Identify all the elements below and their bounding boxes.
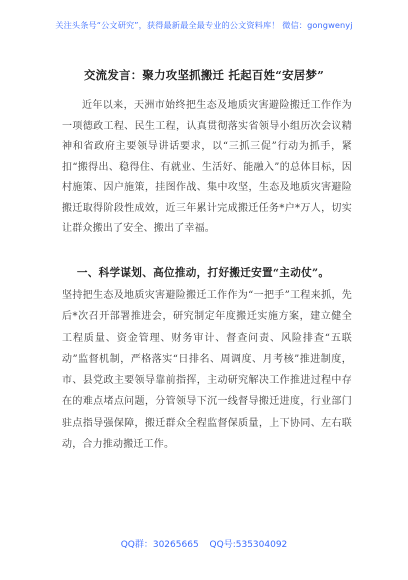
document-title: 交流发言：聚力攻坚抓搬迁 托起百姓“安居梦” [83, 68, 325, 82]
footer-contact [0, 537, 408, 550]
intro-paragraph: 近年以来，天洲市始终把生态及地质灾害避险搬迁工作作为一项德政工程、民生工程，认真贯彻落实省领导小组历次会议精神和省政府主要领导讲话要求，以“三抓三促”行动为抓手，紧扣“搬得出、稳得住、有就业、生活好、能融入”的总体目标，因村施策、因户施策，挂图作战、集中攻坚，生态及地质灾害避险搬迁取得阶段性成效，近三年累计完成搬迁任务*户*万人，切实让群众搬出了安全、搬出了幸福。 [62, 100, 352, 234]
footer-qq-group: QQ群：30265665 [120, 540, 199, 550]
section-heading: 一、科学谋划、高位推动，打好搬迁安置“主动仗”。 [76, 267, 330, 279]
header-banner: 关注头条号“公文研究”，获得最新最全最专业的公文资料库！ 微信：gongwenyj [55, 20, 353, 30]
footer-qq-number: QQ号:535304092 [209, 540, 288, 550]
section-paragraph: 坚持把生态及地质灾害避险搬迁工作作为“一把手”工程来抓，先后*次召开部署推进会，研究制定年度搬迁实施方案，建立健全工程质量、资金管理、财务审计、督查问责、风险排查“五联动”监督机制，严格落实“日排名、周调度、月考核”推进制度，市、县党政主要领导靠前指挥，主动研究解决工作推进过程中存在的难点堵点问题，分管领导下沉一线督导搬迁进度，行业部门驻点指导强保障，搬迁群众全程监督保质量，上下协同、左右联动，合力推动搬迁工作。 [62, 290, 352, 451]
